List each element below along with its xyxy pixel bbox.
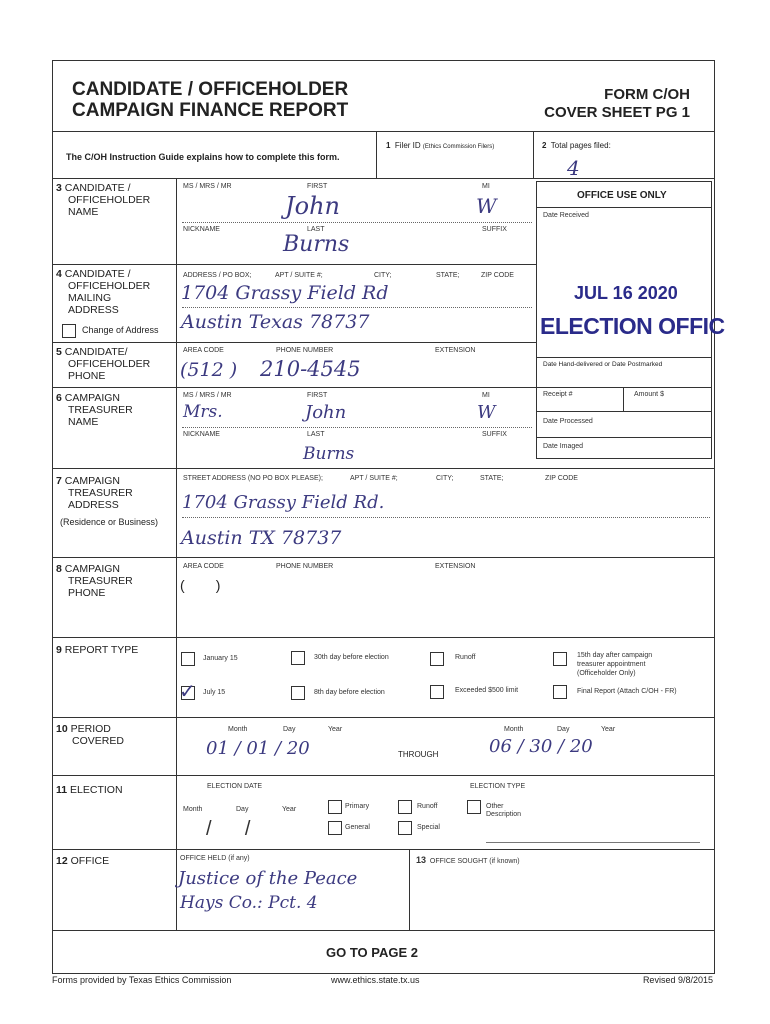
received-stamp-date: JUL 16 2020 <box>574 283 678 303</box>
report-15th-day-label <box>577 651 652 678</box>
s6-msmrs-label: MS / MRS / MR <box>183 392 232 399</box>
s5-area-value[interactable]: (512 ) <box>180 359 238 381</box>
s10-from-year-label: Year <box>328 726 343 733</box>
rule <box>52 342 536 343</box>
divider <box>409 850 410 930</box>
rule <box>52 264 536 265</box>
election-general-label: General <box>345 824 370 831</box>
s7-address-line1[interactable]: 1704 Grassy Field Rd. <box>182 492 385 513</box>
section6-label-line: CAMPAIGN <box>64 392 120 404</box>
section9-num: 9 <box>56 644 62 656</box>
label-column-divider <box>176 179 177 931</box>
section8-label-line: TREASURER <box>68 575 133 587</box>
s12-office-held-line1[interactable]: Justice of the Peace <box>178 868 358 889</box>
s4-apt-label: APT / SUITE #; <box>275 272 323 279</box>
receipt-label: Receipt # <box>543 391 573 398</box>
election-special-label: Special <box>417 824 440 831</box>
s8-area-value[interactable]: ( ) <box>180 577 221 593</box>
rule <box>52 775 714 776</box>
s6-suffix-label: SUFFIX <box>482 431 507 438</box>
go-to-page-2: GO TO PAGE 2 <box>326 945 418 960</box>
section8-label-line: CAMPAIGN <box>64 563 120 575</box>
s11-date-label: ELECTION DATE <box>207 783 263 790</box>
total-pages-value[interactable]: 4 <box>567 156 580 180</box>
section8-label-line: PHONE <box>68 587 106 599</box>
section8-label <box>56 563 133 599</box>
rule <box>52 178 714 179</box>
section10-num: 10 <box>56 723 68 735</box>
s6-title-value[interactable]: Mrs. <box>183 402 223 422</box>
section7-label-line: TREASURER <box>68 487 133 499</box>
report-july15-label: July 15 <box>203 689 226 696</box>
s5-phone-value[interactable]: 210-4545 <box>260 357 361 381</box>
s3-mi-label: MI <box>482 183 490 190</box>
report-8th-day-label: 8th day before election <box>314 689 385 696</box>
date-hand-delivered-label: Date Hand-delivered or Date Postmarked <box>543 361 663 368</box>
filer-id-label <box>386 141 494 150</box>
s10-through-label: THROUGH <box>398 750 439 759</box>
filer-id-text: Filer ID <box>394 141 421 150</box>
total-pages-label <box>542 141 611 150</box>
section5-num: 5 <box>56 346 62 358</box>
section11-label-text: ELECTION <box>70 784 123 796</box>
s12-office-held-line2[interactable]: Hays Co.: Pct. 4 <box>180 893 318 913</box>
footer-right: Revised 9/8/2015 <box>642 975 713 985</box>
s5-area-label: AREA CODE <box>183 347 224 354</box>
s10-to-month-label: Month <box>504 726 524 733</box>
header-rule <box>52 131 714 132</box>
s6-mi-label: MI <box>482 392 490 399</box>
s8-area-label: AREA CODE <box>183 563 224 570</box>
section4-label-line: MAILING <box>68 292 112 304</box>
report-exceeded-500-checkbox[interactable] <box>430 685 444 699</box>
report-runoff-label: Runoff <box>455 654 476 661</box>
section4-num: 4 <box>56 268 62 280</box>
s3-last-value[interactable]: Burns <box>283 232 350 257</box>
s4-address-line2[interactable]: Austin Texas 78737 <box>181 311 370 333</box>
election-runoff-label: Runoff <box>417 803 438 810</box>
section4-label-line: OFFICEHOLDER <box>68 280 151 292</box>
election-primary-label: Primary <box>345 803 370 810</box>
s5-ext-label: EXTENSION <box>435 347 476 354</box>
s12-office-held-text: OFFICE HELD <box>180 855 227 862</box>
s11-date-value[interactable]: / / <box>206 818 251 840</box>
section4-label-line: ADDRESS <box>68 304 119 316</box>
s4-address-line1[interactable]: 1704 Grassy Field Rd <box>181 282 389 304</box>
section11-label <box>56 784 123 796</box>
footer-left: Forms provided by Texas Ethics Commission <box>52 975 232 985</box>
section10-label-line: COVERED <box>72 735 124 747</box>
s10-to-value[interactable]: 06 / 30 / 20 <box>489 736 593 757</box>
section9-label-text: REPORT TYPE <box>64 644 139 656</box>
rule <box>536 207 711 208</box>
s3-suffix-label: SUFFIX <box>482 226 507 233</box>
section6-label-line: NAME <box>68 416 99 428</box>
section8-num: 8 <box>56 563 62 575</box>
s10-to-day-label: Day <box>557 726 570 733</box>
section5-label-line: OFFICEHOLDER <box>68 358 151 370</box>
s3-last-label: LAST <box>307 226 325 233</box>
s10-from-day-label: Day <box>283 726 296 733</box>
rule <box>52 468 714 469</box>
change-of-address-label: Change of Address <box>82 325 159 335</box>
s6-last-value[interactable]: Burns <box>303 444 355 464</box>
office-use-title: OFFICE USE ONLY <box>577 190 667 201</box>
form-title-line1: CANDIDATE / OFFICEHOLDER <box>72 79 349 100</box>
section13-note: (if known) <box>489 858 520 865</box>
election-other-checkbox[interactable] <box>467 800 481 814</box>
section7-label-line: CAMPAIGN <box>64 475 120 487</box>
report-january15-label: January 15 <box>203 655 238 662</box>
report-15th-day-checkbox[interactable] <box>553 652 567 666</box>
section3-label-line: CANDIDATE / <box>64 182 131 194</box>
section6-label-line: TREASURER <box>68 404 133 416</box>
s7-zip-label: ZIP CODE <box>545 475 578 482</box>
s11-type-label: ELECTION TYPE <box>470 783 526 790</box>
s6-first-label: FIRST <box>307 392 328 399</box>
section7-note: (Residence or Business) <box>60 517 159 527</box>
election-other-label: Other <box>486 803 504 810</box>
footer-center: www.ethics.state.tx.us <box>331 975 420 985</box>
section13-label-text: OFFICE SOUGHT <box>429 858 488 865</box>
report-15th-day-line: 15th day after campaign <box>577 652 653 659</box>
report-8th-day-checkbox[interactable] <box>291 686 305 700</box>
section9-label <box>56 644 138 656</box>
rule <box>182 222 532 223</box>
section3-label-line: NAME <box>68 206 99 218</box>
rule <box>52 930 714 931</box>
report-exceeded-500-label: Exceeded $500 limit <box>455 687 519 694</box>
section7-label-line: ADDRESS <box>68 499 119 511</box>
s4-city-label: CITY; <box>374 272 392 279</box>
divider <box>533 132 534 178</box>
s6-first-value[interactable]: John <box>305 402 347 423</box>
report-final-label: Final Report (Attach C/OH - FR) <box>577 688 677 695</box>
report-july15-check-mark: ✓ <box>179 681 196 703</box>
rule <box>52 717 714 718</box>
filer-id-num: 1 <box>386 141 391 150</box>
report-30th-day-checkbox[interactable] <box>291 651 305 665</box>
rule <box>182 517 710 518</box>
report-final-checkbox[interactable] <box>553 685 567 699</box>
s5-phone-label: PHONE NUMBER <box>276 347 334 354</box>
section10-label-line: PERIOD <box>70 723 111 735</box>
form-code: FORM C/OH <box>604 86 690 103</box>
s7-state-label: STATE; <box>480 475 504 482</box>
instructions-text: The C/OH Instruction Guide explains how to complete this form. <box>66 152 340 162</box>
date-imaged-label: Date Imaged <box>543 443 584 450</box>
election-other-description-label: Description <box>486 811 522 818</box>
s11-month-label: Month <box>183 806 203 813</box>
change-of-address-checkbox[interactable] <box>62 324 76 338</box>
rule <box>52 557 714 558</box>
election-general-checkbox[interactable] <box>328 821 342 835</box>
divider <box>376 132 377 178</box>
section4-label <box>56 268 150 316</box>
s7-apt-label: APT / SUITE #; <box>350 475 398 482</box>
section5-label <box>56 346 150 382</box>
s8-phone-label: PHONE NUMBER <box>276 563 334 570</box>
section7-num: 7 <box>56 475 62 487</box>
report-30th-day-label: 30th day before election <box>314 654 389 661</box>
rule <box>52 849 714 850</box>
section3-num: 3 <box>56 182 62 194</box>
section10-label <box>56 723 124 747</box>
s10-from-value[interactable]: 01 / 01 / 20 <box>206 738 310 759</box>
s3-nickname-label: NICKNAME <box>183 226 220 233</box>
section12-label-text: OFFICE <box>70 855 110 867</box>
date-processed-label: Date Processed <box>543 418 593 425</box>
section5-label-line: PHONE <box>68 370 106 382</box>
total-pages-num: 2 <box>542 141 547 150</box>
divider <box>623 387 624 411</box>
section11-num: 11 <box>56 784 68 796</box>
s3-mi-value[interactable]: W <box>476 194 497 218</box>
filer-id-note: (Ethics Commission Filers) <box>422 144 495 150</box>
section4-label-line: CANDIDATE / <box>64 268 131 280</box>
section3-label <box>56 182 150 218</box>
rule <box>182 307 532 308</box>
s10-to-year-label: Year <box>601 726 616 733</box>
election-primary-checkbox[interactable] <box>328 800 342 814</box>
election-special-checkbox[interactable] <box>398 821 412 835</box>
s4-address-label: ADDRESS / PO BOX; <box>183 272 252 279</box>
report-15th-day-line: treasurer appointment <box>577 661 646 668</box>
s12-office-held-note: (if any) <box>228 855 250 862</box>
s11-year-label: Year <box>282 806 297 813</box>
section6-num: 6 <box>56 392 62 404</box>
received-stamp-text: ELECTION OFFIC <box>540 313 725 339</box>
s3-msmrs-label: MS / MRS / MR <box>183 183 232 190</box>
report-january15-checkbox[interactable] <box>181 652 195 666</box>
section6-label <box>56 392 133 428</box>
report-15th-day-line: (Officeholder Only) <box>577 670 636 677</box>
rule <box>52 637 714 638</box>
s6-nickname-label: NICKNAME <box>183 431 220 438</box>
s13-office-sought-label <box>416 855 520 865</box>
rule <box>52 387 536 388</box>
total-pages-text: Total pages filed: <box>550 141 611 150</box>
s3-first-value[interactable]: John <box>285 192 340 220</box>
s10-from-month-label: Month <box>228 726 248 733</box>
section13-num: 13 <box>416 855 427 865</box>
s7-city-label: CITY; <box>436 475 454 482</box>
election-runoff-checkbox[interactable] <box>398 800 412 814</box>
section12-label <box>56 855 109 867</box>
section5-label-line: CANDIDATE/ <box>64 346 128 358</box>
s3-first-label: FIRST <box>307 183 328 190</box>
rule <box>536 437 711 438</box>
s4-state-label: STATE; <box>436 272 460 279</box>
s4-zip-label: ZIP CODE <box>481 272 514 279</box>
s6-mi-value[interactable]: W <box>477 402 496 423</box>
report-runoff-checkbox[interactable] <box>430 652 444 666</box>
date-received-label: Date Received <box>543 212 589 219</box>
s8-ext-label: EXTENSION <box>435 563 476 570</box>
s12-office-held-label <box>180 855 250 862</box>
amount-label: Amount $ <box>634 391 664 398</box>
s7-address-line2[interactable]: Austin TX 78737 <box>181 527 342 549</box>
rule <box>486 842 700 843</box>
section3-label-line: OFFICEHOLDER <box>68 194 151 206</box>
rule <box>536 357 711 358</box>
section12-num: 12 <box>56 855 68 867</box>
sheet-label: COVER SHEET PG 1 <box>544 104 690 121</box>
s11-day-label: Day <box>236 806 249 813</box>
s7-street-label: STREET ADDRESS (NO PO BOX PLEASE); <box>183 475 323 482</box>
section7-label <box>56 475 133 511</box>
rule <box>536 411 711 412</box>
form-title-line2: CAMPAIGN FINANCE REPORT <box>72 100 349 121</box>
s6-last-label: LAST <box>307 431 325 438</box>
rule <box>182 427 532 428</box>
